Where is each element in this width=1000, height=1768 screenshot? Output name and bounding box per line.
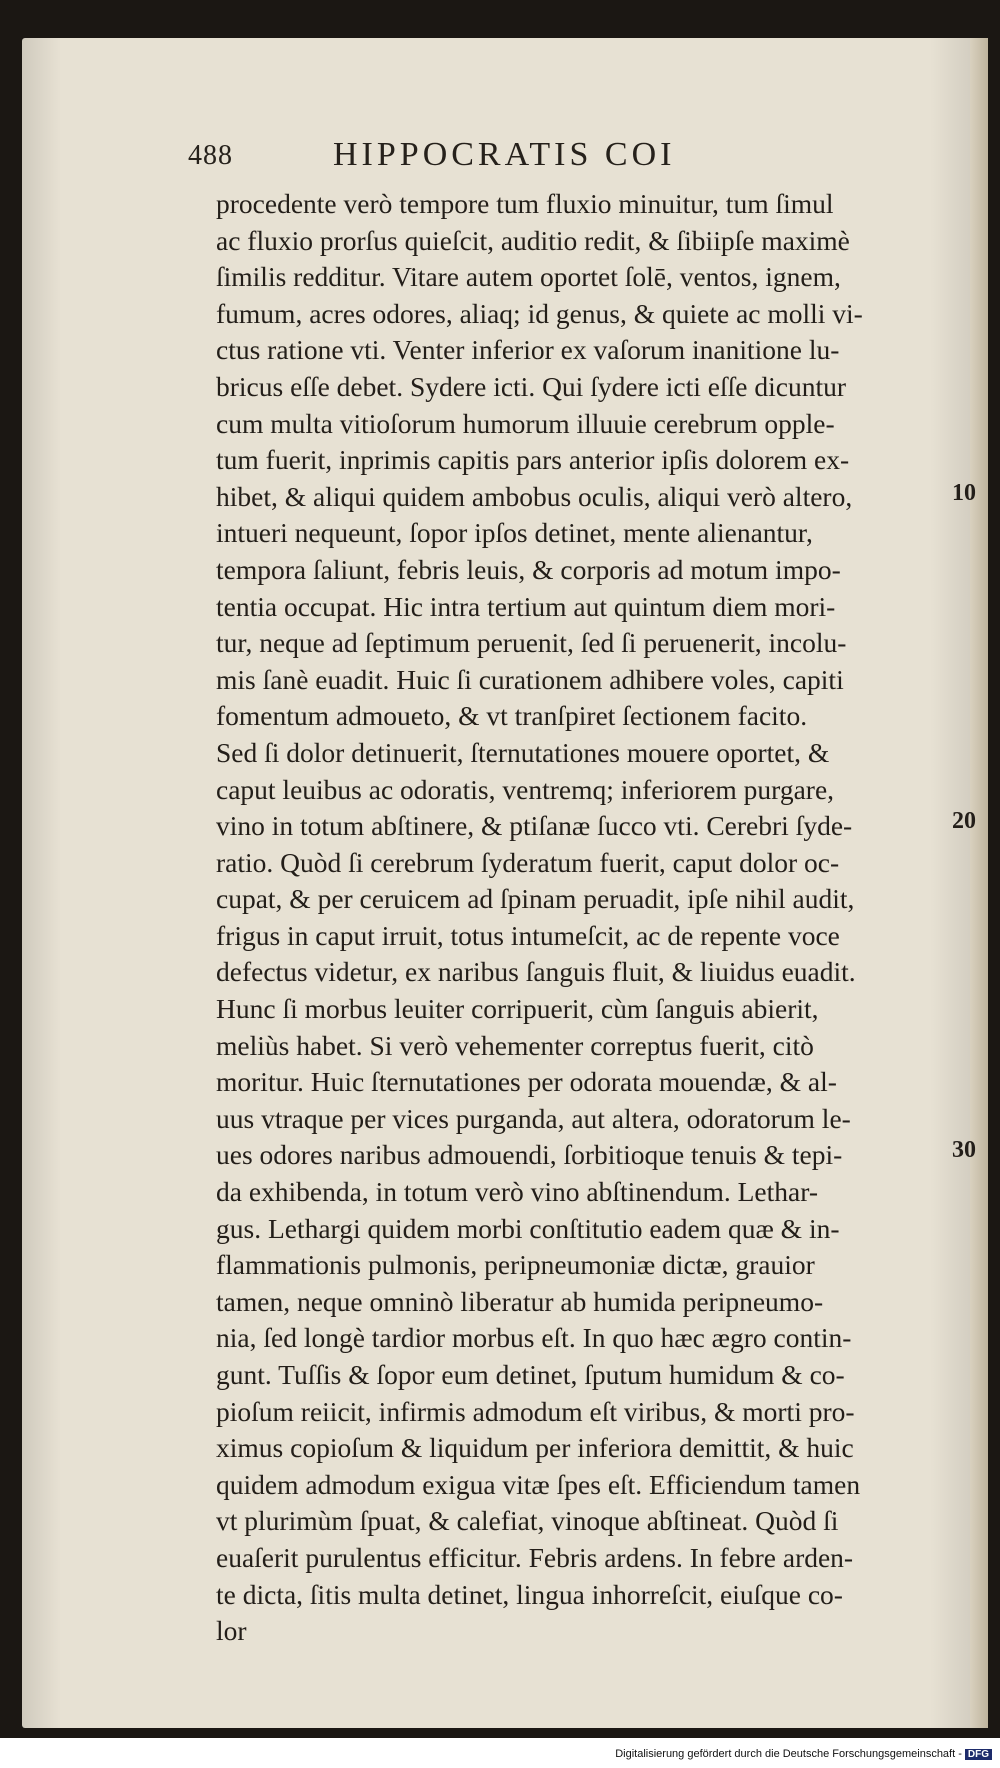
text-line: tempora ſaliunt, febris leuis, & corporis ad motum impo- [216,553,841,585]
text-line: intueri nequeunt, ſopor ipſos detinet, mente alienantur, [216,517,813,549]
text-line: euaſerit purulentus efficitur. Febris ardens. In febre arden- [216,1541,854,1573]
text-line: ximus copioſum & liquidum per inferiora demittit, & huic [216,1432,854,1464]
page-header [188,136,788,184]
text-line: gus. Lethargi quidem morbi conſtitutio eadem quæ & in- [216,1212,840,1244]
margin-line-number: 30 [952,1137,976,1163]
text-line: fumum, acres odores, aliaq; id genus, & quiete ac molli vi- [216,297,863,329]
text-line: pioſum reiicit, infirmis admodum eſt viribus, & morti pro- [216,1395,855,1427]
text-line: ſimilis redditur. Vitare autem oportet ſolē, ventos, ignem, [216,261,841,293]
page-edge [970,38,988,1728]
text-line: ues odores naribus admouendi, ſorbitioque tenuis & tepi- [216,1139,843,1171]
text-line: moritur. Huic ſternutationes per odorata mouendæ, & al- [216,1066,837,1098]
text-line: lor [216,1615,247,1647]
text-line: tentia occupat. Hic intra tertium aut quintum diem mori- [216,590,836,622]
margin-line-number: 20 [952,808,976,834]
text-line: caput leuibus ac odoratis, ventremq; inferiorem purgare, [216,773,835,805]
text-line: ctus ratione vti. Venter inferior ex vaſorum inanitione lu- [216,334,840,366]
dfg-logo: DFG [965,1749,992,1760]
text-line: Hunc ſi morbus leuiter corripuerit, cùm ſanguis abierit, [216,993,819,1025]
text-line: vino in totum abſtinere, & ptiſanæ ſucco vti. Cerebri ſyde- [216,810,853,842]
text-line: procedente verò tempore tum fluxio minuitur, tum ſimul [216,188,834,219]
text-line: tur, neque ad ſeptimum peruenit, ſed ſi peruenerit, incolu- [216,627,847,659]
text-line: uus vtraque per vices purganda, aut altera, odoratorum le- [216,1102,851,1134]
text-line: frigus in caput irruit, totus intumeſcit, ac de repente voce [216,919,840,951]
text-line: cupat, & per ceruicem ad ſpinam peruadit, ipſe nihil audit, [216,883,855,915]
text-line: cum multa vitioſorum humorum illuuie cerebrum opple- [216,407,835,439]
text-line: Sed ſi dolor detinuerit, ſternutationes mouere oportet, & [216,736,830,768]
text-line: da exhibenda, in totum verò vino abſtinendum. Lethar- [216,1176,818,1208]
text-line: quidem admodum exigua vitæ ſpes eſt. Efficiendum tamen [216,1468,861,1500]
text-line: tamen, neque omninò liberatur ab humida peripneumo- [216,1285,824,1317]
running-head: HIPPOCRATIS COI [333,136,676,173]
credit-text: Digitalisierung gefördert durch die Deutsche Forschungsgemeinschaft - [615,1748,962,1760]
digitization-credit [615,1748,992,1760]
text-line: ratio. Quòd ſi cerebrum ſyderatum fuerit, caput dolor oc- [216,846,840,878]
text-line: mis ſanè euadit. Huic ſi curationem adhibere voles, capiti [216,663,844,695]
text-line: vt plurimùm ſpuat, & calefiat, vinoque abſtineat. Quòd ſi [216,1505,839,1537]
text-line: flammationis pulmonis, peripneumoniæ dictæ, grauior [216,1249,815,1281]
text-line: fomentum admoueto, & vt tranſpiret ſectionem facito. [216,700,808,732]
text-line: tum fuerit, inprimis capitis pars anterior ipſis dolorem ex- [216,444,850,476]
text-line: meliùs habet. Si verò vehementer correptus fuerit, citò [216,1029,814,1061]
text-line: bricus eſſe debet. Sydere icti. Qui ſydere icti eſſe dicuntur [216,370,846,402]
text-line: defectus videtur, ex naribus ſanguis fluit, & liuidus euadit. [216,956,856,988]
text-line: te dicta, ſitis multa detinet, lingua inhorreſcit, eiuſque co- [216,1578,843,1610]
text-line: nia, ſed longè tardior morbus eſt. In quo hæc ægro contin- [216,1322,852,1354]
text-line: ac fluxio prorſus quieſcit, auditio redit, & ſibiipſe maximè [216,224,850,256]
page-number: 488 [188,140,233,171]
text-line: hibet, & aliqui quidem ambobus oculis, aliqui verò altero, [216,480,853,512]
margin-line-number: 10 [952,480,976,506]
body-text [216,186,956,1650]
text-line: gunt. Tuſſis & ſopor eum detinet, ſputum humidum & co- [216,1359,845,1390]
